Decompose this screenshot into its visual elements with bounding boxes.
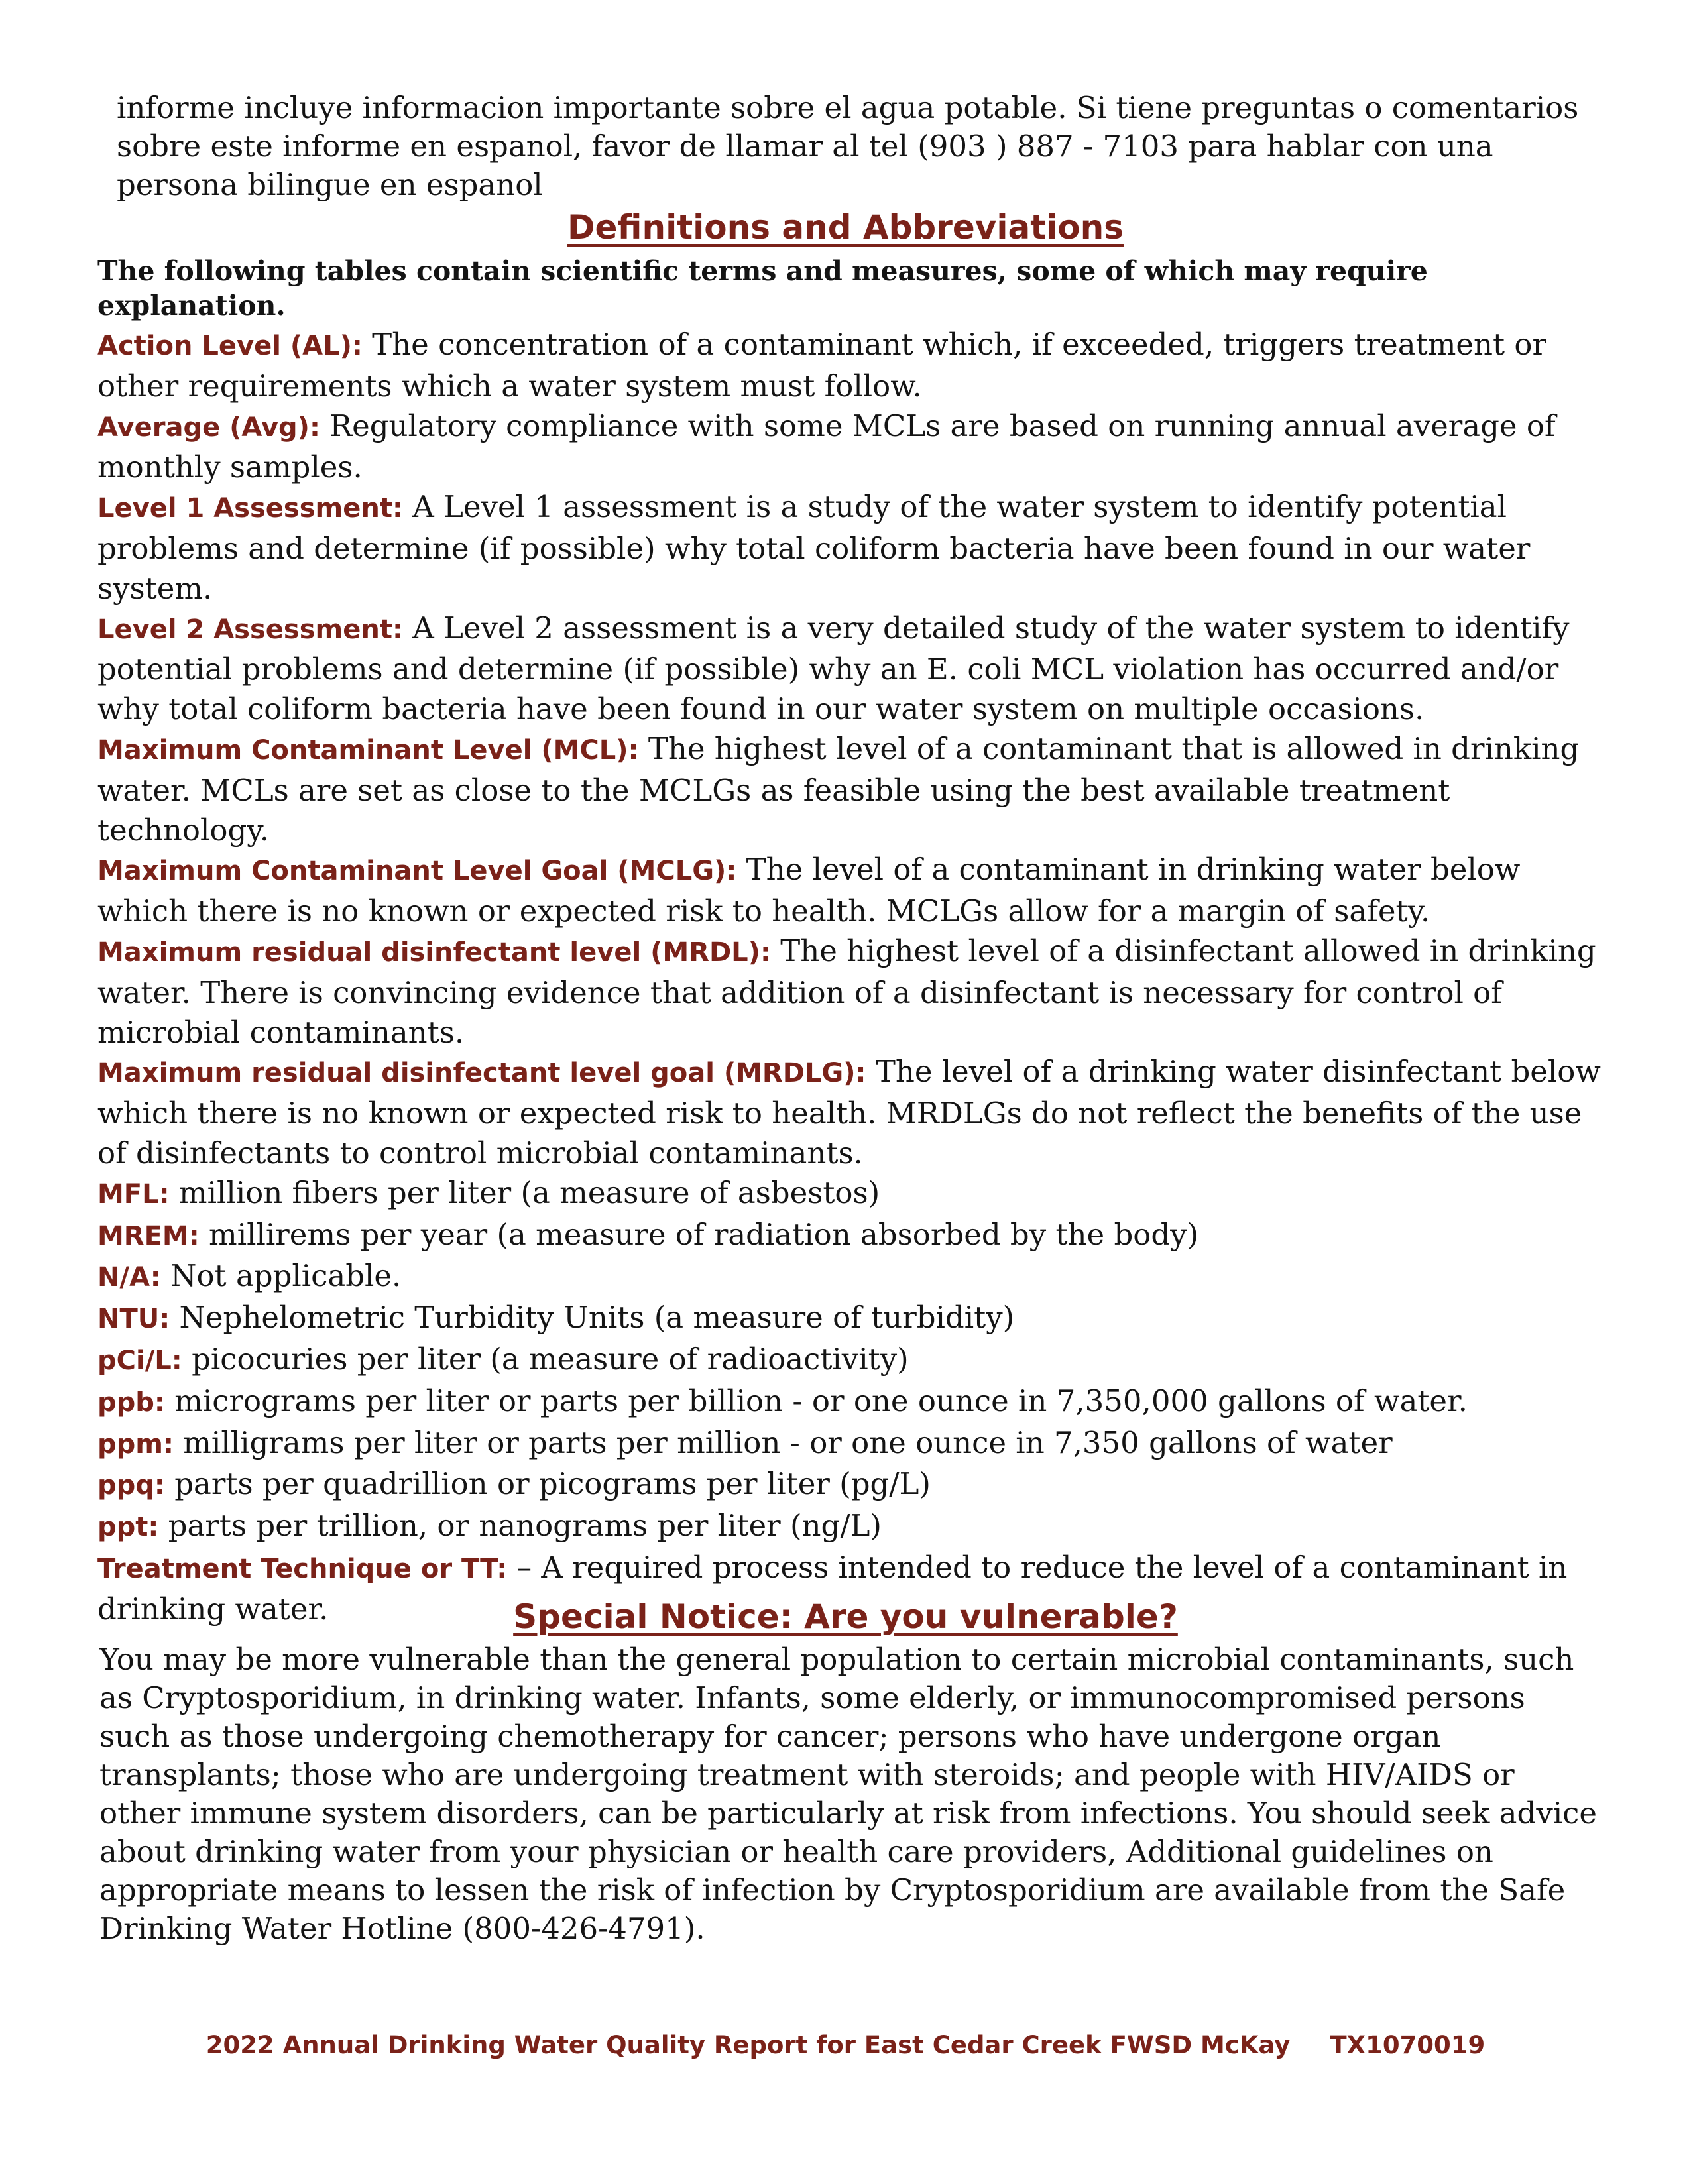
definition-term: NTU: (97, 1304, 170, 1335)
definition-term: ppq: (97, 1470, 165, 1501)
definition-item (97, 325, 1609, 406)
definition-text: Not applicable. (160, 1258, 402, 1294)
definition-text: Regulatory compliance with some MCLs are based on running annual average of monthly samples. (97, 408, 1556, 485)
special-notice-paragraph: You may be more vulnerable than the general population to certain microbial contaminants, such as Cryptosporidium, in drinking water. Infants, some elderly, or immunocompromised persons such as those undergoing chemotherapy for cancer; persons who have undergone organ transplants; those who are undergoing treatment with steroids; and people with HIV/AIDS or other immune system disorders, can be particularly at risk from infections. You should seek advice about drinking water from your physician or health care providers, Additional guidelines on appropriate means to lessen the risk of infection by Cryptosporidium are available from the Safe Drinking Water Hotline (800-426-4791). (99, 1642, 1597, 1946)
definition-item (97, 406, 1609, 488)
definition-text: millirems per year (a measure of radiation absorbed by the body) (199, 1216, 1199, 1252)
definition-text: The level of a contaminant in drinking water below which there is no known or expected risk to health. MCLGs allow for a margin of safety. (97, 852, 1521, 929)
definition-item (97, 1381, 1609, 1423)
definition-item (97, 1464, 1609, 1506)
definitions-list (97, 325, 1609, 1629)
definition-term: MREM: (97, 1220, 200, 1251)
definition-term: Maximum residual disinfectant level goal (MRDLG): (97, 1058, 866, 1089)
definition-text: micrograms per liter or parts per billion - or one ounce in 7,350,000 gallons of water. (164, 1383, 1468, 1418)
definition-item (97, 1215, 1609, 1257)
definition-term: Maximum Contaminant Level Goal (MCLG): (97, 856, 737, 887)
definition-text: milligrams per liter or parts per million - or one ounce in 7,350 gallons of water (173, 1424, 1393, 1460)
definition-term: N/A: (97, 1262, 161, 1293)
definition-item (97, 931, 1609, 1052)
definition-item (97, 1052, 1609, 1173)
definition-term: Treatment Technique or TT: (97, 1553, 508, 1584)
definition-item (97, 1506, 1609, 1548)
definition-text: parts per trillion, or nanograms per liter (ng/L) (158, 1508, 882, 1544)
definition-term: ppt: (97, 1512, 159, 1543)
definition-text: million fibers per liter (a measure of asbestos) (169, 1175, 880, 1210)
definition-term: Maximum Contaminant Level (MCL): (97, 734, 639, 766)
definition-text: A Level 1 assessment is a study of the water system to identify potential problems and determine (if possible) why total coliform bacteria have been found in our water system. (97, 489, 1531, 606)
definition-text: The concentration of a contaminant which, if exceeded, triggers treatment or other requirements which a water system must follow. (97, 327, 1546, 404)
definition-text: picocuries per liter (a measure of radioactivity) (182, 1341, 909, 1377)
definition-text: The highest level of a contaminant that is allowed in drinking water. MCLs are set as close to the MCLGs as feasible using the best available treatment technology. (97, 730, 1580, 848)
definition-term: ppb: (97, 1387, 165, 1418)
definition-item (97, 1340, 1609, 1381)
definition-term: ppm: (97, 1428, 174, 1460)
footer-system-id: TX1070019 (1330, 2031, 1486, 2059)
definition-text: A Level 2 assessment is a very detailed study of the water system to identify potential problems and determine (if possible) why an E. coli MCL violation has occurred and/or why total coliform bacteria have been found in our water system on multiple occasions. (97, 610, 1570, 727)
definition-term: Level 2 Assessment: (97, 614, 403, 645)
definition-item (97, 487, 1609, 608)
definition-term: Action Level (AL): (97, 331, 363, 361)
definition-item (97, 729, 1609, 850)
definition-term: MFL: (97, 1178, 170, 1210)
definition-term: pCi/L: (97, 1345, 182, 1376)
definition-text: – A required process intended to reduce the level of a contaminant in drinking water. (97, 1549, 1568, 1627)
definition-text: The highest level of a disinfectant allowed in drinking water. There is convincing evidence that addition of a disinfectant is necessary for control of microbial contaminants. (97, 933, 1596, 1050)
definition-item (97, 608, 1609, 729)
footer-title: 2022 Annual Drinking Water Quality Report for East Cedar Creek FWSD McKay (205, 2031, 1291, 2059)
definitions-subheading: The following tables contain scientific terms and measures, some of which may require explanation. (97, 255, 1428, 321)
definition-item (97, 1173, 1609, 1215)
definition-item (97, 1256, 1609, 1298)
special-notice-heading: Special Notice: Are you vulnerable? (513, 1597, 1178, 1636)
definition-term: Level 1 Assessment: (97, 493, 403, 524)
definition-text: Nephelometric Turbidity Units (a measure of turbidity) (170, 1300, 1015, 1336)
definition-item (97, 1423, 1609, 1465)
definition-term: Maximum residual disinfectant level (MRDL): (97, 937, 771, 968)
definition-term: Average (Avg): (97, 412, 320, 443)
definition-item (97, 850, 1609, 931)
definitions-heading: Definitions and Abbreviations (567, 208, 1124, 247)
definition-item (97, 1298, 1609, 1340)
report-footer (0, 2031, 1691, 2059)
definition-text: The level of a drinking water disinfectant below which there is no known or expected risk to health. MRDLGs do not reflect the benefits of the use of disinfectants to control microbial contaminants. (97, 1054, 1601, 1171)
definition-text: parts per quadrillion or picograms per liter (pg/L) (164, 1466, 931, 1502)
intro-paragraph: informe incluye informacion importante sobre el agua potable. Si tiene preguntas o comentarios sobre este informe en espanol, favor de llamar al tel (903 ) 887 - 7103 para hablar con una persona bilingue en espanol (117, 90, 1579, 202)
